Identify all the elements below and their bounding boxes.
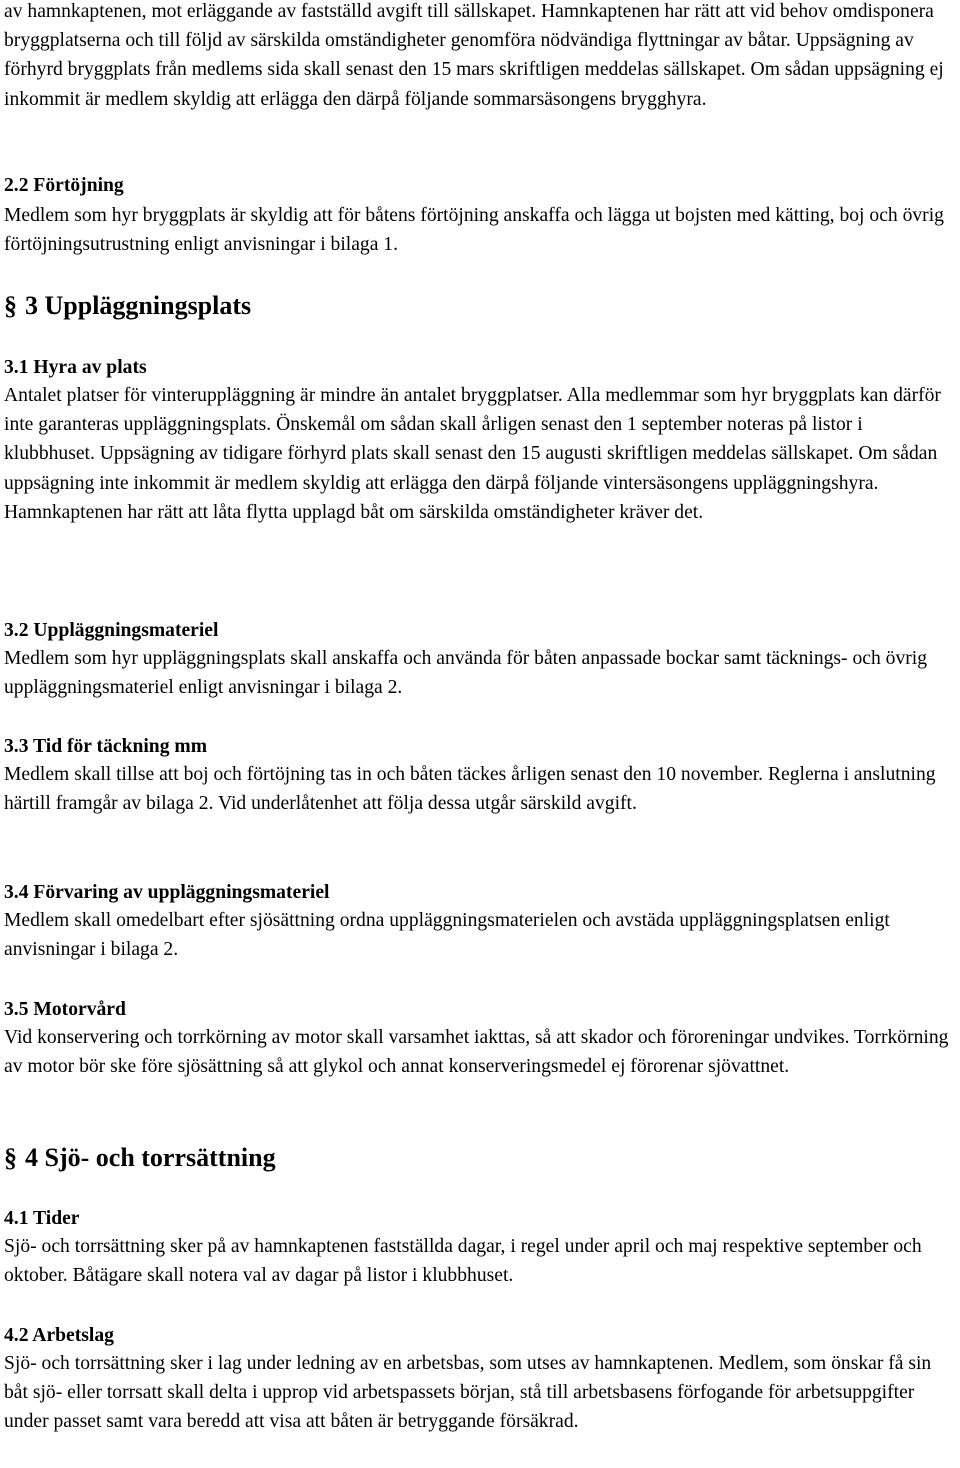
section-3-title: 3 Uppläggningsplats (25, 291, 252, 320)
paragraph-4-1: Sjö- och torrsättning sker på av hamnkaptenen fastställda dagar, i regel under april och maj respektive september och oktober. Båtägare skall notera val av dagar på listor i klubbhuset. (4, 1236, 922, 1287)
heading-3-3: 3.3 Tid för täckning mm (4, 736, 208, 757)
heading-3-1: 3.1 Hyra av plats (4, 357, 147, 378)
paragraph-3-5: Vid konservering och torrkörning av motor skall varsamhet iakttas, så att skador och föroreningar undvikes. Torrkörning av motor bör ske före sjösättning så att glykol och annat konserveringsmedel ej förorenar sjövattnet. (4, 1027, 949, 1078)
paragraph-3-4: Medlem skall omedelbart efter sjösättning ordna uppläggningsmaterielen och avstäda uppläggningsplatsen enligt anvisningar i bilaga 2. (4, 910, 890, 961)
paragraph-4-2: Sjö- och torrsättning sker i lag under ledning av en arbetsbas, som utses av hamnkaptenen. Medlem, som önskar få sin båt sjö- eller torrsatt skall delta i upprop vid arbetspassets början, stå till arbetsbasens förfogande för arbetsuppgifter under passet samt vara beredd att visa att båten är betryggande försäkrad. (4, 1353, 932, 1433)
heading-4-2: 4.2 Arbetslag (4, 1325, 114, 1346)
heading-4-1: 4.1 Tider (4, 1208, 80, 1229)
section-symbol: § (4, 1143, 17, 1172)
section-4-heading (4, 1141, 276, 1175)
paragraph-3-1: Antalet platser för vinteruppläggning är mindre än antalet bryggplatser. Alla medlemmar som hyr bryggplats kan därför inte garanteras uppläggningsplats. Önskemål om sådan skall årligen senast den 1 september noteras på listor i klubbhuset. Uppsägning av tidigare förhyrd plats skall senast den 15 augusti skriftligen meddelas sällskapet. Om sådan uppsägning inte inkommit är medlem skyldig att erlägga den därpå följande vintersäsongens uppläggningshyra. Hamnkaptenen har rätt att låta flytta upplagd båt om särskilda omständigheter kräver det. (4, 385, 941, 523)
heading-3-2: 3.2 Uppläggningsmateriel (4, 620, 219, 641)
heading-3-4: 3.4 Förvaring av uppläggningsmateriel (4, 882, 330, 903)
section-4-title: 4 Sjö- och torrsättning (25, 1143, 276, 1172)
paragraph-3-2: Medlem som hyr uppläggningsplats skall anskaffa och använda för båten anpassade bockar samt täcknings- och övrig uppläggningsmateriel enligt anvisningar i bilaga 2. (4, 648, 928, 699)
heading-3-5: 3.5 Motorvård (4, 999, 126, 1020)
section-symbol: § (4, 291, 17, 320)
intro-paragraph: av hamnkaptenen, mot erläggande av fastställd avgift till sällskapet. Hamnkaptenen har rätt att vid behov omdisponera bryggplatserna och till följd av särskilda omständigheter genomföra nödvändiga flyttningar av båtar. Uppsägning av förhyrd bryggplats från medlems sida skall senast den 15 mars skriftligen meddelas sällskapet. Om sådan uppsägning ej inkommit är medlem skyldig att erlägga den därpå följande sommarsäsongens brygghyra. (4, 1, 944, 110)
paragraph-3-3: Medlem skall tillse att boj och förtöjning tas in och båten täckes årligen senast den 10 november. Reglerna i anslutning härtill framgår av bilaga 2. Vid underlåtenhet att följa dessa utgår särskild avgift. (4, 764, 936, 815)
paragraph-2-2: Medlem som hyr bryggplats är skyldig att för båtens förtöjning anskaffa och lägga ut bojsten med kätting, boj och övrig förtöjningsutrustning enligt anvisningar i bilaga 1. (4, 205, 944, 256)
section-3-heading (4, 289, 251, 323)
heading-2-2: 2.2 Förtöjning (4, 175, 124, 196)
